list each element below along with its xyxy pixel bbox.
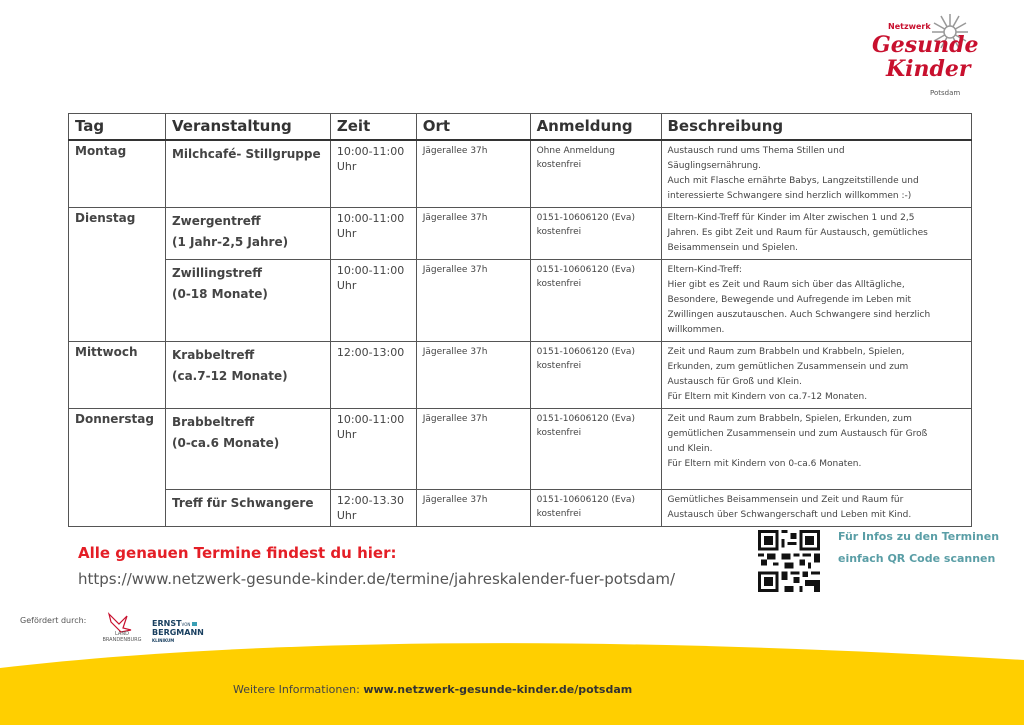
description-line: willkommen.	[667, 324, 725, 335]
event-cell	[165, 489, 330, 526]
event-age: (1 Jahr-2,5 Jahre)	[171, 234, 289, 249]
event-cell	[165, 408, 330, 489]
ernst-von-bergmann-logo	[152, 620, 204, 645]
description-line: Erkunden, zum gemütlichen Zusammensein und zum	[667, 361, 909, 372]
event-name: Zwergentreff	[171, 213, 261, 228]
time-cell: 10:00-11:00 Uhr	[330, 207, 416, 259]
calendar-link[interactable]: https://www.netzwerk-gesunde-kinder.de/termine/jahreskalender-fuer-potsdam/	[78, 570, 676, 588]
description-line: Eltern-Kind-Treff:	[667, 264, 742, 275]
registration-line: Ohne Anmeldung	[536, 145, 615, 156]
logo-line-1: Gesunde	[872, 32, 979, 58]
place-cell: Jägerallee 37h	[416, 207, 530, 259]
table-row	[69, 207, 972, 259]
description-line: Gemütliches Beisammensein und Zeit und Raum für	[667, 494, 904, 505]
column-header: Zeit	[330, 114, 416, 140]
registration-line: 0151-10606120 (Eva)	[536, 494, 635, 505]
description-line: Auch mit Flasche ernährte Babys, Langzeitstillende und	[667, 175, 919, 186]
description-line: Jahren. Es gibt Zeit und Raum für Austausch, gemütliches	[667, 227, 928, 238]
footer-info	[233, 683, 632, 696]
evb-logo-mark	[192, 622, 197, 626]
event-name: Milchcafé- Stillgruppe	[171, 146, 321, 161]
day-cell: Montag	[69, 140, 166, 208]
description-line: Eltern-Kind-Treff für Kinder im Alter zwischen 1 und 2,5	[667, 212, 915, 223]
registration-line: kostenfrei	[536, 427, 582, 438]
evb-logo-von: VON	[181, 622, 191, 627]
land-logo-line: BRANDENBURG	[102, 637, 142, 643]
registration-line: 0151-10606120 (Eva)	[536, 264, 635, 275]
time-cell: 10:00-11:00 Uhr	[330, 140, 416, 208]
description-cell	[661, 207, 972, 259]
land-logo-line: LAND	[115, 631, 129, 637]
description-line: Hier gibt es Zeit und Raum sich über das Alltägliche,	[667, 279, 905, 290]
registration-line: 0151-10606120 (Eva)	[536, 346, 635, 357]
time-cell: 12:00-13:00	[330, 341, 416, 408]
column-header: Anmeldung	[530, 114, 661, 140]
qr-instructions	[838, 526, 999, 570]
place-cell: Jägerallee 37h	[416, 259, 530, 341]
footer-link[interactable]: www.netzwerk-gesunde-kinder.de/potsdam	[363, 683, 633, 696]
netzwerk-gesunde-kinder-logo	[868, 12, 978, 102]
description-cell	[661, 489, 972, 526]
description-line: Zwillingen auszutauschen. Auch Schwangere sind herzlich	[667, 309, 931, 320]
description-cell	[661, 408, 972, 489]
table-row	[69, 408, 972, 489]
time-cell: 12:00-13.30 Uhr	[330, 489, 416, 526]
description-line: Zeit und Raum zum Brabbeln, Spielen, Erkunden, zum	[667, 413, 912, 424]
registration-cell	[530, 408, 661, 489]
event-cell	[165, 341, 330, 408]
time-cell: 10:00-11:00 Uhr	[330, 259, 416, 341]
land-brandenburg-logo	[100, 631, 144, 643]
time-cell: 10:00-11:00 Uhr	[330, 408, 416, 489]
registration-line: 0151-10606120 (Eva)	[536, 212, 635, 223]
event-cell	[165, 207, 330, 259]
event-age: (0-18 Monate)	[171, 286, 268, 301]
event-cell	[165, 259, 330, 341]
evb-logo-line: ERNST	[152, 619, 182, 628]
place-cell: Jägerallee 37h	[416, 341, 530, 408]
description-line: Säuglingsernährung.	[667, 160, 761, 171]
logo-small-text: Netzwerk	[888, 22, 931, 31]
event-name: Krabbeltreff	[171, 347, 255, 362]
event-age: (ca.7-12 Monate)	[171, 368, 288, 383]
event-name: Brabbeltreff	[171, 414, 255, 429]
registration-line: kostenfrei	[536, 159, 582, 170]
place-cell: Jägerallee 37h	[416, 140, 530, 208]
description-line: Austausch rund ums Thema Stillen und	[667, 145, 845, 156]
column-header: Ort	[416, 114, 530, 140]
column-header: Veranstaltung	[165, 114, 330, 140]
schedule-table	[68, 113, 972, 527]
day-cell: Mittwoch	[69, 341, 166, 408]
qr-instructions-line: Für Infos zu den Terminen	[838, 530, 1000, 543]
place-cell: Jägerallee 37h	[416, 489, 530, 526]
event-name: Treff für Schwangere	[171, 495, 314, 510]
evb-logo-line: KLINIKUM	[152, 638, 175, 643]
description-cell	[661, 259, 972, 341]
registration-cell	[530, 207, 661, 259]
registration-line: kostenfrei	[536, 226, 582, 237]
registration-cell	[530, 140, 661, 208]
event-cell	[165, 140, 330, 208]
qr-code-icon[interactable]	[757, 530, 821, 592]
description-line: interessierte Schwangere sind herzlich willkommen :-)	[667, 190, 912, 201]
registration-line: kostenfrei	[536, 360, 582, 371]
registration-line: 0151-10606120 (Eva)	[536, 413, 635, 424]
column-header: Beschreibung	[661, 114, 972, 140]
description-line: Beisammensein und Spielen.	[667, 242, 799, 253]
event-name: Zwillingstreff	[171, 265, 263, 280]
place-cell: Jägerallee 37h	[416, 408, 530, 489]
event-age: (0-ca.6 Monate)	[171, 435, 280, 450]
description-line: Zeit und Raum zum Brabbeln und Krabbeln, Spielen,	[667, 346, 905, 357]
day-cell: Dienstag	[69, 207, 166, 341]
registration-cell	[530, 489, 661, 526]
evb-logo-line: BERGMANN	[152, 628, 204, 637]
registration-cell	[530, 341, 661, 408]
logo-line-2: Kinder	[886, 56, 971, 82]
day-cell: Donnerstag	[69, 408, 166, 526]
column-header: Tag	[69, 114, 166, 140]
qr-instructions-line: einfach QR Code scannen	[838, 552, 996, 565]
registration-line: kostenfrei	[536, 278, 582, 289]
description-line: und Klein.	[667, 443, 713, 454]
logo-city: Potsdam	[930, 89, 961, 97]
description-cell	[661, 140, 972, 208]
registration-line: kostenfrei	[536, 508, 582, 519]
registration-cell	[530, 259, 661, 341]
description-cell	[661, 341, 972, 408]
table-row	[69, 140, 972, 208]
funded-by-label: Gefördert durch:	[20, 616, 87, 625]
description-line: Für Eltern mit Kindern von 0-ca.6 Monaten.	[667, 458, 862, 469]
footer-prefix: Weitere Informationen:	[233, 683, 364, 696]
table-row	[69, 259, 972, 341]
description-line: gemütlichen Zusammensein und zum Austausch für Groß	[667, 428, 928, 439]
description-line: Austausch über Schwangerschaft und Leben mit Kind.	[667, 509, 912, 520]
description-line: Besondere, Bewegende und Aufregende im Leben mit	[667, 294, 912, 305]
info-headline: Alle genauen Termine findest du hier:	[78, 544, 397, 562]
description-line: Austausch für Groß und Klein.	[667, 376, 802, 387]
description-line: Für Eltern mit Kindern von ca.7-12 Monaten.	[667, 391, 868, 402]
table-header-row	[69, 114, 972, 140]
table-row	[69, 341, 972, 408]
table-row	[69, 489, 972, 526]
